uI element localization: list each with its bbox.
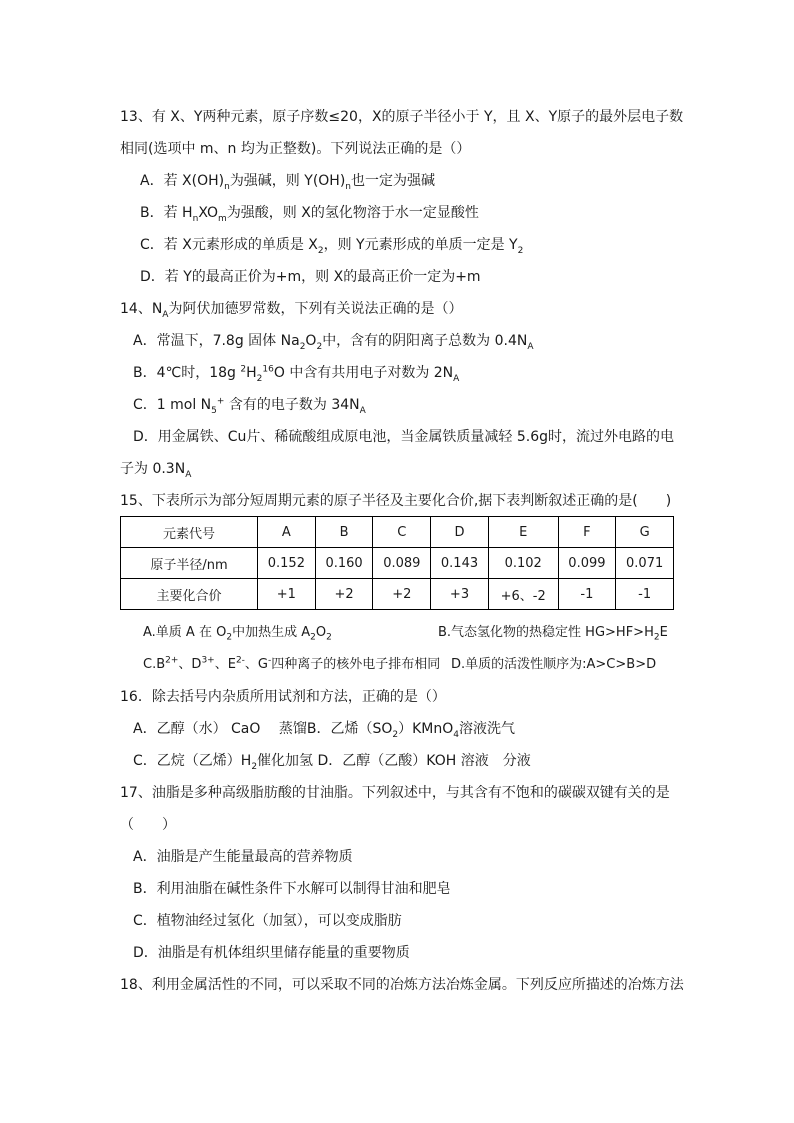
table-cell: -1 <box>616 579 674 610</box>
table-cell: -1 <box>558 579 616 610</box>
q15-option-c: $C.B^{2+}$、$D^{3+}$、$E^{2-}$、G-四种离子的核外电子排布相同 <box>143 655 441 672</box>
q17-option-b: B．利用油脂在碱性条件下水解可以制得甘油和肥皂 <box>133 881 451 897</box>
q15-option-b: B.气态氢化物的热稳定性 $HG>HF>H_2E$ <box>438 625 668 643</box>
table-cell: 0.089 <box>373 548 431 579</box>
q15-option-a: A.单质 A 在 $O_2$中加热生成 $A_2O_2$ <box>143 625 332 643</box>
q13-option-a: A．若 $X(OH)_n$为强碱，则 $Y(OH)_n$也一定为强碱 <box>140 173 436 192</box>
table-cell: +2 <box>373 579 431 610</box>
q18-stem-line1: 18、利用金属活性的不同，可以采取不同的冶炼方法冶炼金属。下列反应所描述的冶炼方法 <box>120 977 684 993</box>
element-data-table <box>120 516 674 610</box>
table-cell: G <box>616 517 674 548</box>
q16-options-ab <box>133 719 515 739</box>
q14-stem: 14、$N_A$为阿伏加德罗常数，下列有关说法正确的是（） <box>120 301 463 320</box>
q16-option-a: A．乙醇（水） CaO 蒸馏 <box>133 721 307 737</box>
table-cell: B <box>315 517 373 548</box>
q14-option-b: B．4℃时，18g $^2H_2^{16}O$ 中含有共用电子对数为 $2N_A$ <box>133 364 460 384</box>
q15-stem: 15、下表所示为部分短周期元素的原子半径及主要化合价,据下表判断叙述正确的是( ) <box>120 493 672 509</box>
q16-options-cd <box>133 751 531 771</box>
table-cell: 0.152 <box>258 548 316 579</box>
q17-option-a: A．油脂是产生能量最高的营养物质 <box>133 849 353 865</box>
table-cell: A <box>258 517 316 548</box>
q13-option-b: B．若 $H_nXO_m$为强酸，则 X的氢化物溶于水一定显酸性 <box>140 205 479 224</box>
q14-option-a: A．常温下，7.8g 固体 $Na_2O_2$中，含有的阴阳离子总数为 $0.4N_A$ <box>133 333 534 352</box>
table-cell: F <box>558 517 616 548</box>
q16-option-d: D．乙醇（乙酸）KOH 溶液 分液 <box>317 753 531 769</box>
table-row <box>121 548 674 579</box>
table-cell: D <box>431 517 489 548</box>
q17-option-c: C．植物油经过氢化（加氢），可以变成脂肪 <box>133 913 402 929</box>
table-cell: +3 <box>431 579 489 610</box>
table-cell: 0.160 <box>315 548 373 579</box>
q14-option-c: C．1 mol $N_5^+$ 含有的电子数为 $34N_A$ <box>133 396 366 416</box>
q17-stem-line1: 17、油脂是多种高级脂肪酸的甘油脂。下列叙述中，与其含有不饱和的碳碳双键有关的是 <box>120 785 670 801</box>
q16-option-c: C．乙烷（乙烯）$H_2$催化加氢 <box>133 753 314 772</box>
table-cell: +1 <box>258 579 316 610</box>
table-cell: 0.102 <box>488 548 558 579</box>
table-row <box>121 517 674 548</box>
q13-option-c: C．若 X元素形成的单质是 $X_2$，则 Y元素形成的单质一定是 $Y_2$ <box>140 237 524 256</box>
q16-stem: 16．除去括号内杂质所用试剂和方法，正确的是（） <box>120 689 446 705</box>
table-row-header: 元素代号 <box>121 517 258 548</box>
table-cell: 0.143 <box>431 548 489 579</box>
table-row-header: 原子半径/nm <box>121 548 258 579</box>
q13-stem-line1: 13、有 X、Y两种元素，原子序数≤20，X的原子半径小于 Y，且 X、Y原子的最外层电子数 <box>120 109 684 125</box>
table-cell: C <box>373 517 431 548</box>
table-row-header: 主要化合价 <box>121 579 258 610</box>
q13-option-d: D．若 Y的最高正价为+m，则 X的最高正价一定为+m <box>140 269 481 285</box>
table-row <box>121 579 674 610</box>
table-cell: +2 <box>315 579 373 610</box>
table-cell: +6、-2 <box>488 579 558 610</box>
table-cell: 0.071 <box>616 548 674 579</box>
q15-option-d: D.单质的活泼性顺序为:A>C>B>D <box>451 657 657 672</box>
table-cell: 0.099 <box>558 548 616 579</box>
q14-option-d-line1: D．用金属铁、Cu片、稀硫酸组成原电池，当金属铁质量减轻 5.6g时，流过外电路的电 <box>133 429 675 445</box>
table-cell: E <box>488 517 558 548</box>
q16-option-b: B．乙烯$(SO_2)KMnO_4$溶液洗气 <box>306 721 515 740</box>
q14-option-d-line2: 子为 $0.3N_A$ <box>120 461 192 480</box>
q17-option-d: D．油脂是有机体组织里储存能量的重要物质 <box>133 945 410 961</box>
q17-stem-line2: （ ） <box>120 817 176 833</box>
q13-stem-line2: 相同(选项中 m、n 均为正整数)。下列说法正确的是（） <box>120 141 471 157</box>
